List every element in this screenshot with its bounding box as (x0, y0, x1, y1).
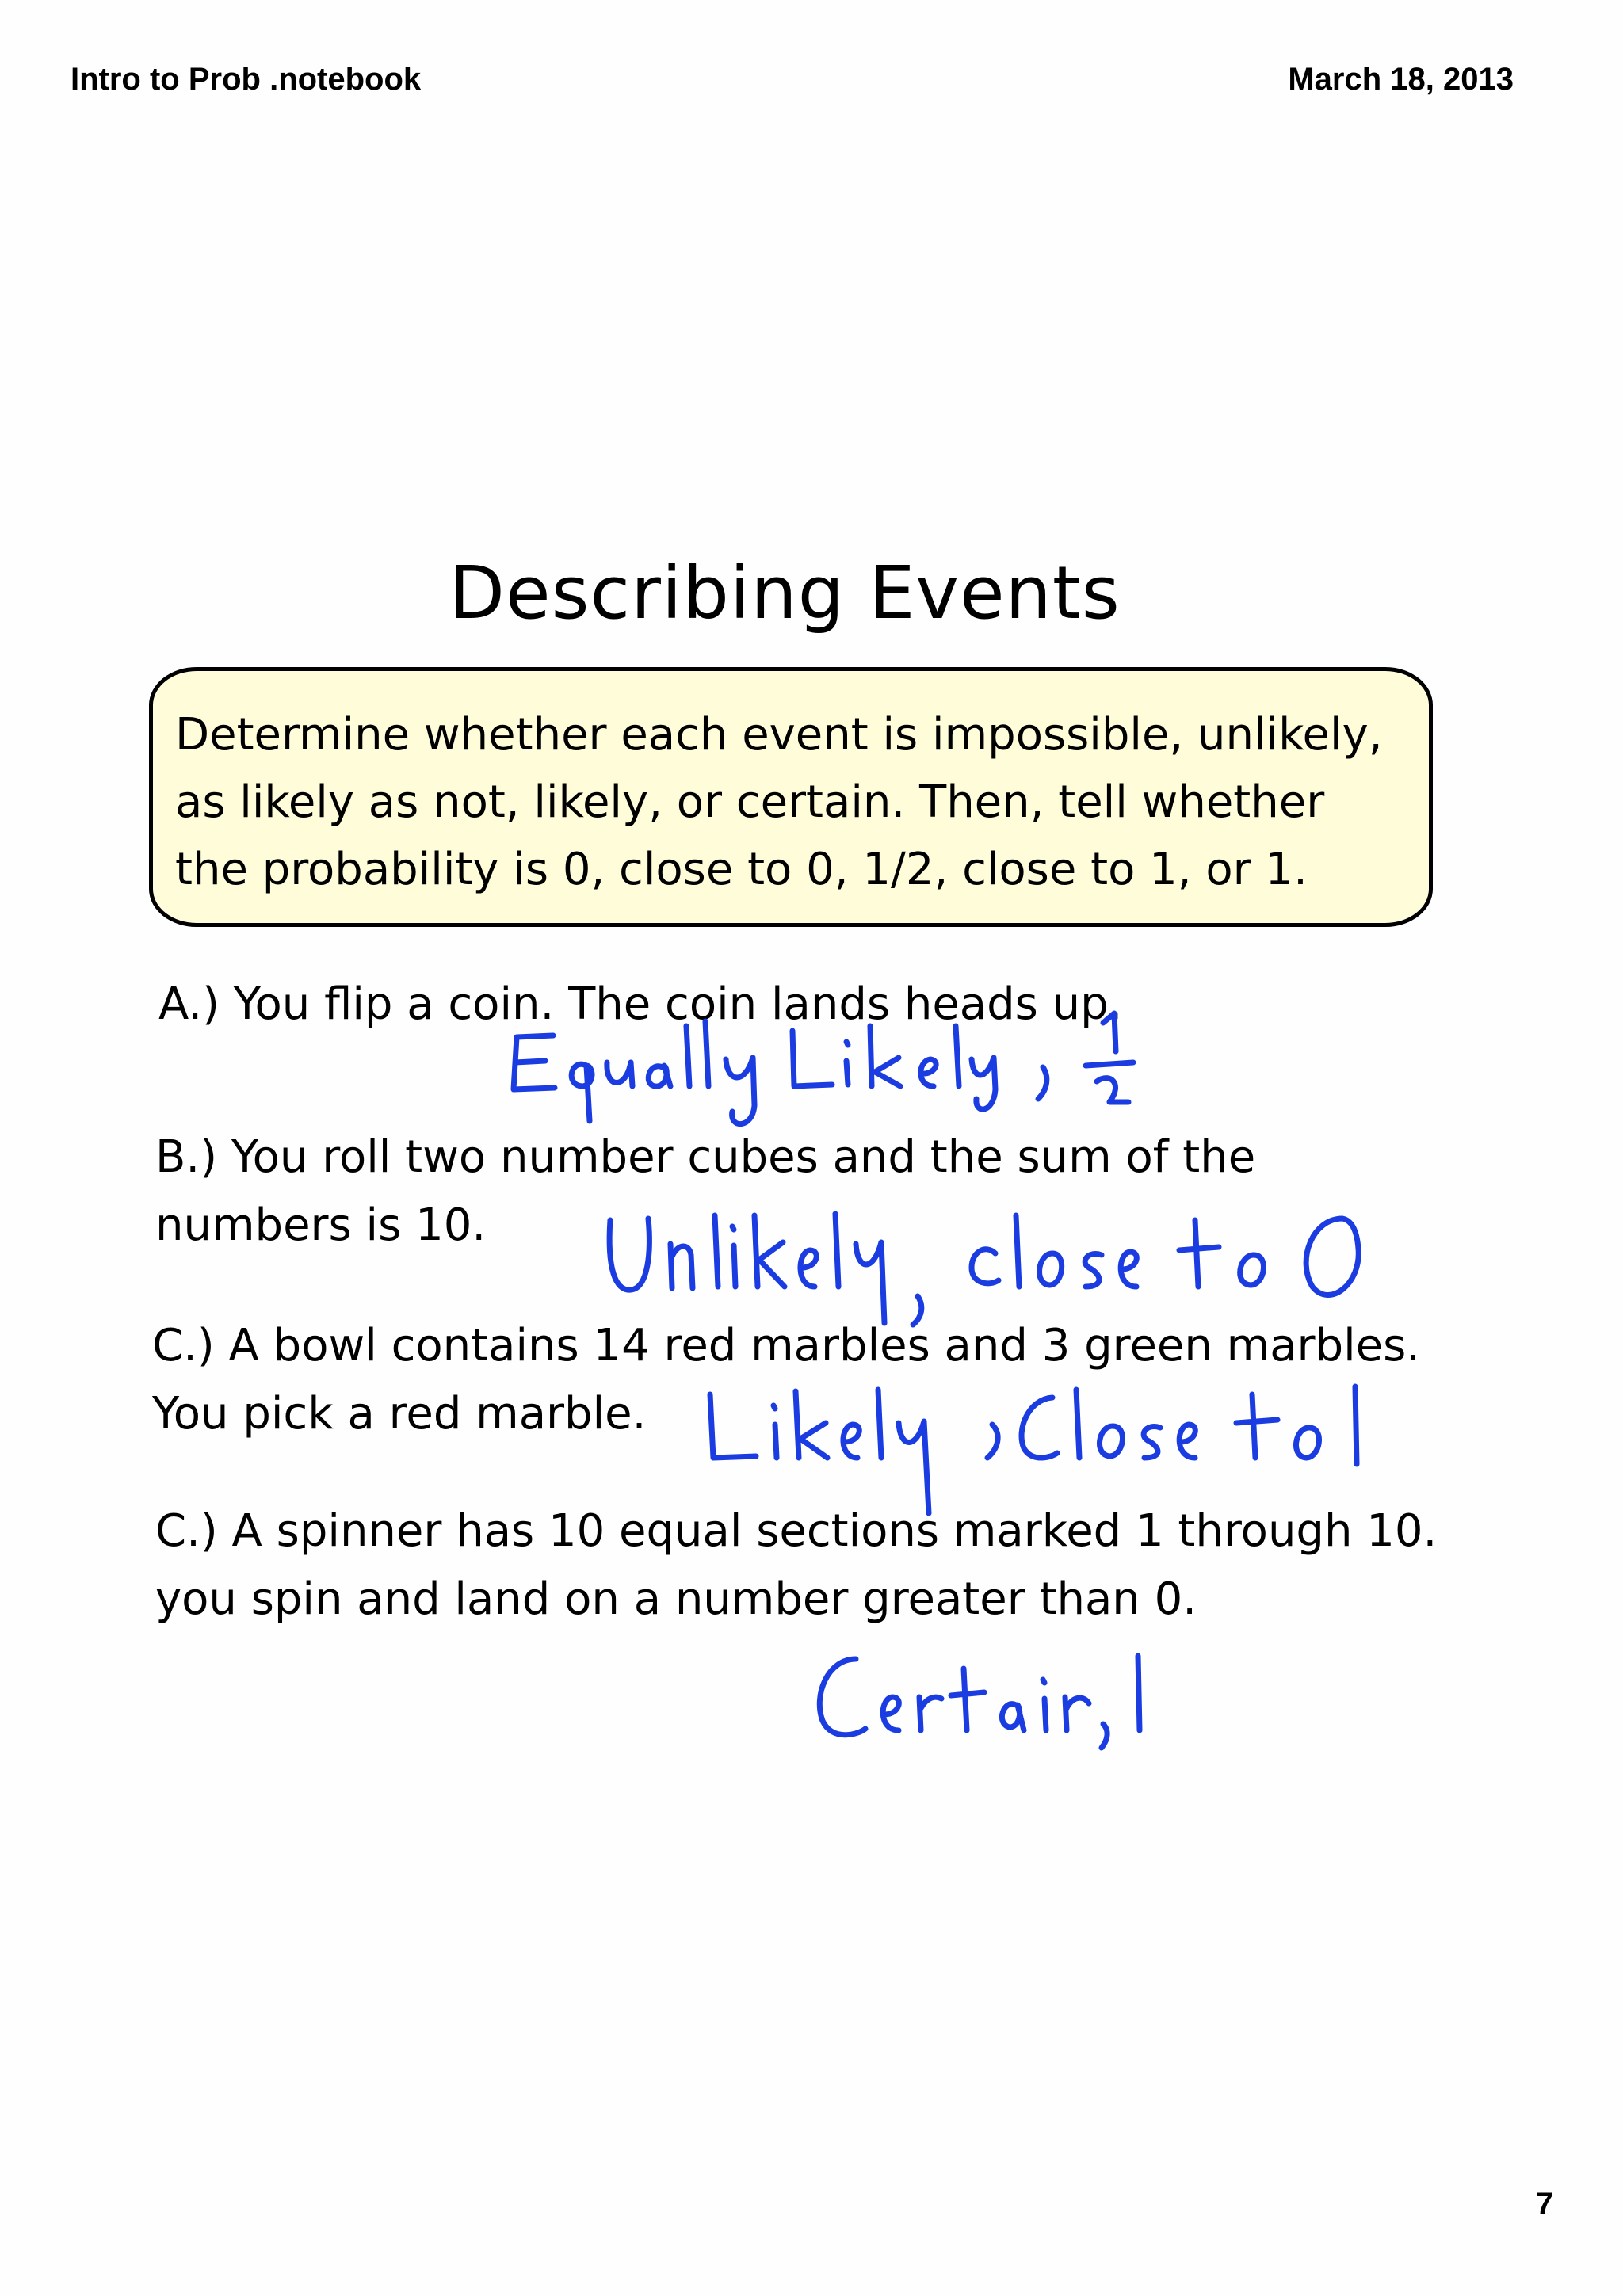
handwritten-answer-a (507, 1010, 1173, 1140)
handwriting-a-icon (507, 1010, 1173, 1137)
handwritten-answer-b (599, 1204, 1423, 1342)
instructions-box (149, 667, 1433, 927)
question-b: B.) You roll two number cubes and the sum of the numbers is 10. (155, 1131, 1256, 1251)
handwriting-c-icon (697, 1379, 1363, 1521)
question-c: C.) A bowl contains 14 red marbles and 3 green marbles. You pick a red marble. (152, 1320, 1421, 1440)
page-title: Describing Events (449, 551, 1121, 635)
instructions-text: Determine whether each event is impossible, unlikely, as likely as not, likely, or certain. Then, tell whether the probability is 0, close to 0, 1/2, close to 1, or 1. (175, 709, 1383, 895)
page-number: 7 (1535, 2187, 1553, 2222)
page-date: March 18, 2013 (1288, 62, 1514, 97)
question-a: A.) You flip a coin. The coin lands heads up. (158, 978, 1123, 1030)
notebook-title: Intro to Prob .notebook (71, 62, 422, 97)
question-d: C.) A spinner has 10 equal sections marked 1 through 10. you spin and land on a number greater than 0. (155, 1505, 1438, 1625)
handwritten-answer-d (808, 1648, 1189, 1762)
handwritten-answer-c (697, 1379, 1363, 1524)
handwriting-b-icon (599, 1204, 1423, 1339)
handwriting-d-icon (808, 1648, 1189, 1759)
